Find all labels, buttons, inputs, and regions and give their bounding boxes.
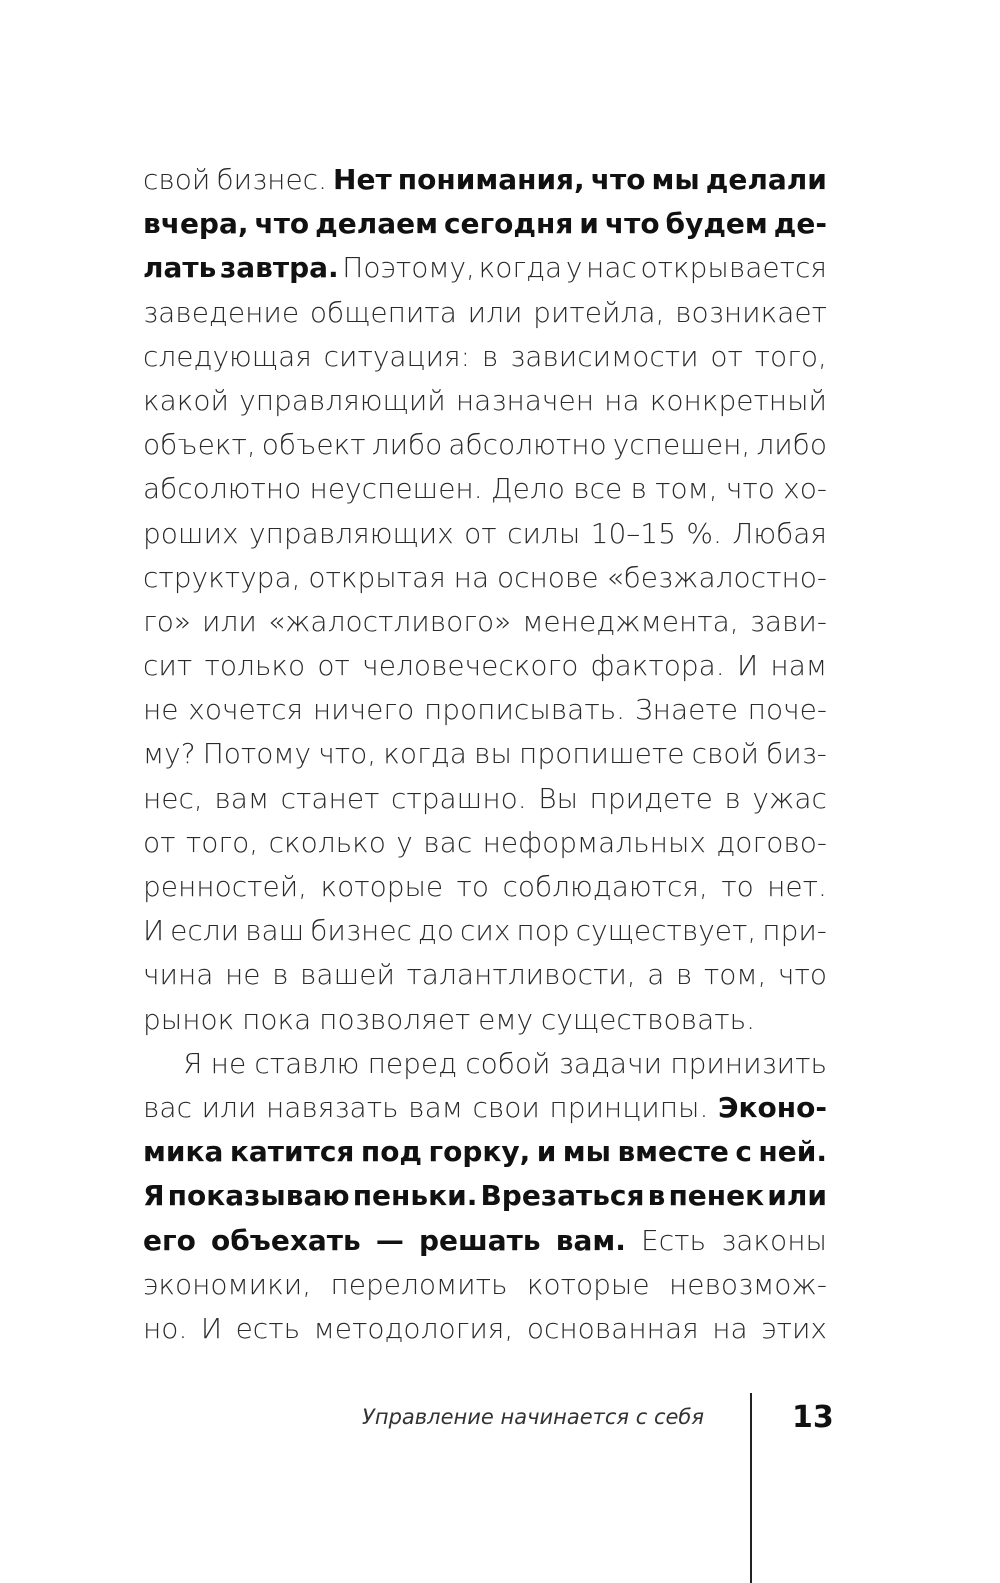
text-line xyxy=(143,1042,827,1086)
word: открытая xyxy=(308,560,446,594)
word: понимания, xyxy=(397,163,585,196)
word: структура, xyxy=(143,560,301,594)
word: сих xyxy=(460,914,511,948)
word: при- xyxy=(762,914,827,948)
text-line xyxy=(143,777,827,821)
word: И xyxy=(143,914,165,948)
word: существовать. xyxy=(540,1002,755,1036)
text-line xyxy=(143,600,827,644)
text-line xyxy=(143,1174,827,1218)
word: на xyxy=(712,1311,748,1345)
word: в xyxy=(675,958,693,992)
word: успешен, xyxy=(612,428,751,462)
word: делаем xyxy=(315,207,438,241)
word: поче- xyxy=(747,693,827,727)
text-line xyxy=(143,556,827,600)
text-line xyxy=(143,246,827,290)
word: от xyxy=(317,649,350,683)
text-line xyxy=(143,953,827,997)
word: под xyxy=(360,1135,423,1169)
word: фактора. xyxy=(590,649,725,683)
word: нес, xyxy=(143,781,203,815)
word: и xyxy=(579,207,599,241)
word: го» xyxy=(143,604,192,638)
word: у xyxy=(565,251,583,285)
word: человеческого xyxy=(362,649,579,683)
text-line xyxy=(143,202,827,246)
word: свой xyxy=(691,737,759,771)
word: лать xyxy=(143,251,217,285)
text-line xyxy=(143,467,827,511)
word: показываю xyxy=(167,1179,350,1213)
word: в xyxy=(481,339,499,373)
word: 10–15 xyxy=(590,516,676,550)
word: нас xyxy=(586,251,637,285)
word: завтра. xyxy=(219,251,339,285)
word: назначен xyxy=(455,383,594,417)
word: догово- xyxy=(716,825,827,859)
word: бизнес xyxy=(310,914,412,948)
word: методология, xyxy=(313,1311,514,1345)
word: если xyxy=(170,914,240,948)
word: вам xyxy=(408,1090,463,1124)
word: что xyxy=(590,163,646,196)
word: заведение xyxy=(143,295,300,329)
word: абсолютно xyxy=(448,428,607,462)
text-line xyxy=(143,512,827,556)
word: от xyxy=(143,825,176,859)
word: позволяет xyxy=(319,1002,471,1036)
word: мы xyxy=(562,1135,612,1169)
word: — xyxy=(375,1223,404,1257)
word: не xyxy=(143,693,179,727)
word: Я xyxy=(143,1179,165,1213)
word: пор xyxy=(516,914,570,948)
word: его xyxy=(143,1223,196,1257)
word: свой xyxy=(143,163,211,196)
word: сит xyxy=(143,649,193,683)
word: делали xyxy=(705,163,827,196)
word: на xyxy=(604,383,640,417)
word: сколько xyxy=(268,825,386,859)
word: нам xyxy=(770,649,827,683)
word: силы xyxy=(507,516,581,550)
word: де- xyxy=(773,207,827,241)
body-text xyxy=(143,158,827,1351)
text-line xyxy=(143,423,827,467)
word: придете xyxy=(589,781,713,815)
word: перед xyxy=(367,1046,458,1080)
word: станет xyxy=(280,781,380,815)
word: му? xyxy=(143,737,196,771)
word: на xyxy=(453,560,490,594)
text-line xyxy=(143,335,827,379)
word: Врезаться xyxy=(480,1179,645,1213)
word: том, xyxy=(655,472,718,506)
word: рынок xyxy=(143,1002,235,1036)
word: свои xyxy=(472,1090,540,1124)
word: ней. xyxy=(758,1135,827,1169)
word: ужас xyxy=(752,781,827,815)
word: объект xyxy=(261,428,366,462)
word: вам. xyxy=(555,1223,626,1257)
word: есть xyxy=(235,1311,301,1345)
word: хо- xyxy=(783,472,827,506)
word: и xyxy=(536,1135,557,1169)
word: либо xyxy=(371,428,443,462)
word: сегодня xyxy=(443,207,574,241)
footer-divider xyxy=(750,1393,752,1583)
word: «безжалостно- xyxy=(606,560,827,594)
text-line xyxy=(143,379,827,423)
word: неуспешен. xyxy=(309,472,483,506)
text-line xyxy=(143,732,827,776)
word: Эконо- xyxy=(717,1090,827,1124)
word: %. xyxy=(686,516,722,550)
word: катится xyxy=(229,1135,355,1169)
word: или xyxy=(767,1179,827,1213)
word: основанная xyxy=(526,1311,699,1345)
text-line xyxy=(143,998,827,1042)
word: вас xyxy=(423,825,473,859)
word: что xyxy=(604,207,660,241)
word: И xyxy=(736,649,759,683)
word: решать xyxy=(419,1223,541,1257)
word: от xyxy=(464,516,497,550)
word: будем xyxy=(665,207,768,241)
word: открывается xyxy=(640,251,827,285)
word: пенек xyxy=(668,1179,765,1213)
word: вашей xyxy=(300,958,395,992)
text-line xyxy=(143,1219,827,1263)
word: Любая xyxy=(732,516,827,550)
word: что, xyxy=(318,737,377,771)
word: принципы. xyxy=(549,1090,709,1124)
text-line xyxy=(143,821,827,865)
word: конкретный xyxy=(649,383,827,417)
word: а xyxy=(647,958,665,992)
word: Нет xyxy=(333,163,392,196)
word: того, xyxy=(754,339,827,373)
word: ничего xyxy=(312,693,415,727)
word: прописывать. xyxy=(423,693,626,727)
text-line xyxy=(143,644,827,688)
text-line xyxy=(143,909,827,953)
text-line xyxy=(143,291,827,335)
word: зави- xyxy=(749,604,827,638)
word: которые xyxy=(526,1267,650,1301)
word: которые xyxy=(320,870,444,903)
word: или xyxy=(467,295,523,329)
word: соблюдаются, xyxy=(502,870,708,903)
word: Знаете xyxy=(634,693,738,727)
word: в xyxy=(272,958,289,992)
word: основе xyxy=(496,560,599,594)
word: только xyxy=(204,649,306,683)
word: возникает xyxy=(675,295,827,329)
word: что xyxy=(725,472,775,506)
word: Поэтому, xyxy=(342,251,475,285)
word: навязать xyxy=(265,1090,399,1124)
word: либо xyxy=(756,428,827,462)
word: Я xyxy=(183,1046,203,1080)
word: горку, xyxy=(428,1135,531,1169)
word: или xyxy=(202,604,257,638)
word: биз- xyxy=(766,737,827,771)
word: этих xyxy=(761,1311,827,1345)
word: зависимости xyxy=(510,339,699,373)
word: роших xyxy=(143,516,239,550)
word: том, xyxy=(703,958,767,992)
word: неформальных xyxy=(482,825,706,859)
word: вас xyxy=(143,1090,192,1124)
word: общепита xyxy=(309,295,457,329)
word: ренностей, xyxy=(143,870,308,903)
word: пеньки. xyxy=(352,1179,478,1213)
word: собой xyxy=(465,1046,551,1080)
word: ритейла, xyxy=(533,295,665,329)
word: хочется xyxy=(188,693,304,727)
word: но. xyxy=(143,1311,188,1345)
word: вы xyxy=(474,737,512,771)
word: ваш xyxy=(245,914,305,948)
text-line xyxy=(143,158,827,202)
text-line xyxy=(143,865,827,909)
page-number: 13 xyxy=(792,1400,834,1435)
word: то xyxy=(456,870,490,903)
word: менеджмента, xyxy=(522,604,739,638)
word: законы xyxy=(721,1223,827,1257)
word: объехать xyxy=(211,1223,361,1257)
text-line xyxy=(143,1307,827,1351)
word: талантливости, xyxy=(406,958,636,992)
word: ситуация: xyxy=(323,339,471,373)
word: то xyxy=(721,870,754,903)
word: в xyxy=(647,1179,666,1213)
word: не xyxy=(210,1046,247,1080)
word: бизнес. xyxy=(216,163,327,196)
word: абсолютно xyxy=(143,472,302,506)
word: управляющий xyxy=(239,383,446,417)
word: объект, xyxy=(143,428,256,462)
word: в xyxy=(724,781,741,815)
word: не xyxy=(224,958,261,992)
word: невозмож- xyxy=(668,1267,827,1301)
word: Дело xyxy=(490,472,565,506)
word: ставлю xyxy=(254,1046,360,1080)
word: в xyxy=(630,472,647,506)
word: мика xyxy=(143,1135,224,1169)
word: до xyxy=(417,914,455,948)
word: когда xyxy=(478,251,563,285)
text-line xyxy=(143,1263,827,1307)
word: И xyxy=(200,1311,223,1345)
text-line xyxy=(143,1130,827,1174)
text-line xyxy=(143,1086,827,1130)
word: или xyxy=(201,1090,257,1124)
word: переломить xyxy=(330,1267,508,1301)
word: экономики, xyxy=(143,1267,312,1301)
running-title: Управление начинается с себя xyxy=(362,1405,704,1429)
word: что xyxy=(254,207,310,241)
word: следующая xyxy=(143,339,312,373)
word: у xyxy=(396,825,413,859)
word: Вы xyxy=(538,781,578,815)
word: существует, xyxy=(575,914,757,948)
word: пока xyxy=(242,1002,312,1036)
word: какой xyxy=(143,383,229,417)
word: пропишете xyxy=(519,737,685,771)
word: ему xyxy=(478,1002,534,1036)
word: того, xyxy=(185,825,259,859)
word: принизить xyxy=(670,1046,827,1080)
word: Потому xyxy=(202,737,312,771)
word: с xyxy=(735,1135,752,1169)
word: все xyxy=(573,472,623,506)
word: чина xyxy=(143,958,214,992)
word: вам xyxy=(214,781,270,815)
word: мы xyxy=(651,163,700,196)
word: задачи xyxy=(558,1046,663,1080)
word: когда xyxy=(383,737,467,771)
word: страшно. xyxy=(390,781,527,815)
word: нет. xyxy=(767,870,827,903)
word: от xyxy=(710,339,743,373)
word: управляющих xyxy=(249,516,454,550)
text-line xyxy=(143,688,827,732)
word: «жалостливого» xyxy=(267,604,512,638)
word: вчера, xyxy=(143,207,249,241)
word: вместе xyxy=(617,1135,729,1169)
word: Есть xyxy=(641,1223,706,1257)
word: что xyxy=(777,958,827,992)
